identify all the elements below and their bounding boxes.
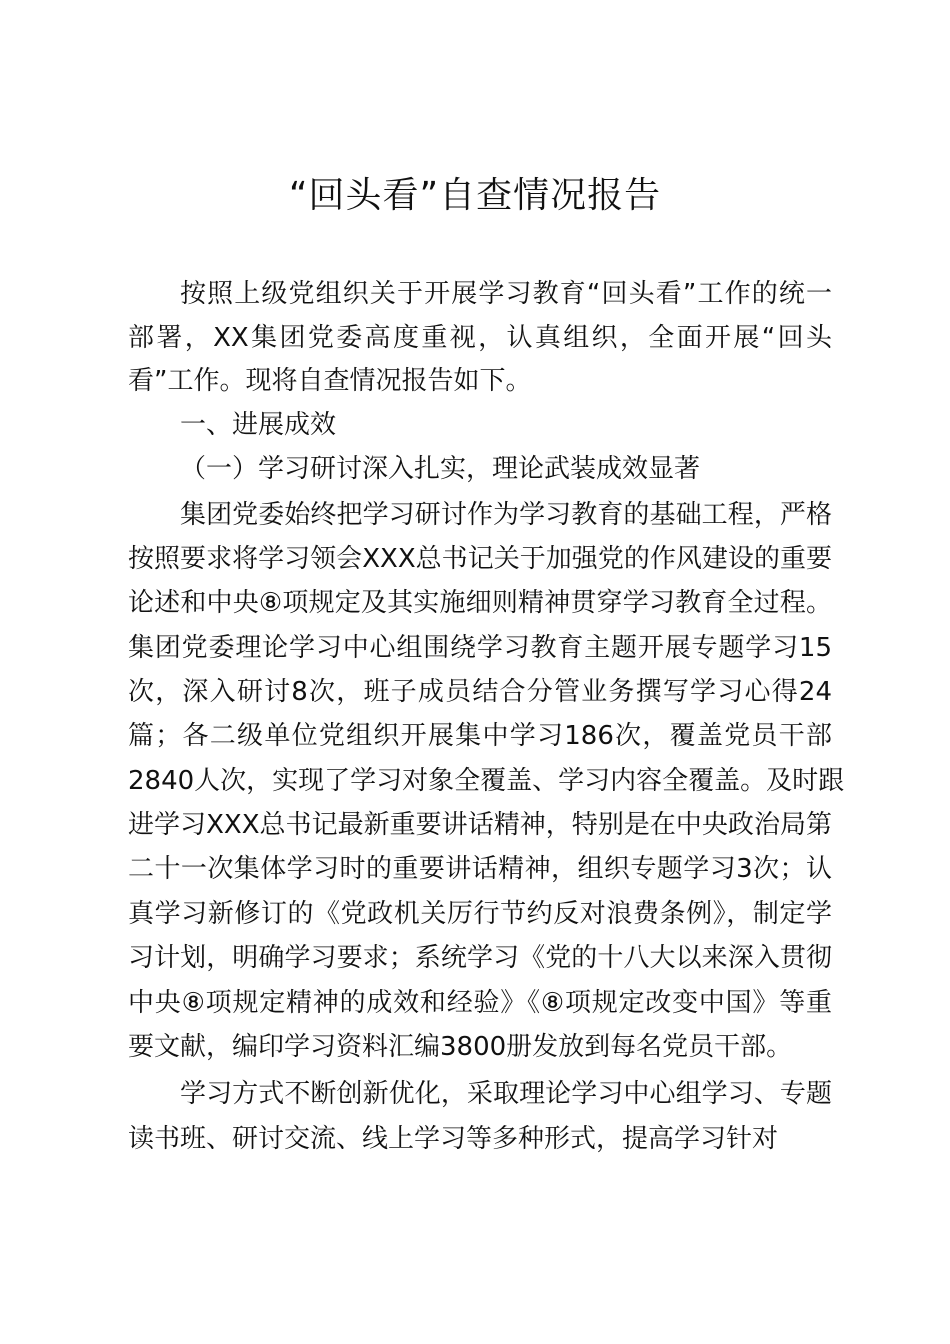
paragraph-line: 集团党委始终把学习研讨作为学习教育的基础工程，严格 (180, 500, 832, 530)
paragraph-line: 习计划，明确学习要求；系统学习《党的十八大以来深入贯彻 (128, 943, 832, 973)
subsection-heading: （一）学习研讨深入扎实，理论武装成效显著 (180, 454, 701, 484)
paragraph-line: 2840人次，实现了学习对象全覆盖、学习内容全覆盖。及时跟 (128, 766, 845, 796)
paragraph-line: 读书班、研讨交流、线上学习等多种形式，提高学习针对 (128, 1124, 779, 1154)
paragraph-line: 看”工作。现将自查情况报告如下。 (128, 366, 532, 396)
paragraph-line: 篇；各二级单位党组织开展集中学习186次，覆盖党员干部 (128, 721, 832, 751)
paragraph-line: 按照要求将学习领会XXX总书记关于加强党的作风建设的重要 (128, 544, 832, 574)
paragraph-line: 要文献，编印学习资料汇编3800册发放到每名党员干部。 (128, 1032, 793, 1062)
document-title: “回头看”自查情况报告 (288, 175, 662, 216)
paragraph-line: 学习方式不断创新优化，采取理论学习中心组学习、专题 (180, 1079, 832, 1109)
paragraph-line: 论述和中央⑧项规定及其实施细则精神贯穿学习教育全过程。 (128, 588, 832, 618)
paragraph-line: 二十一次集体学习时的重要讲话精神，组织专题学习3次；认 (128, 854, 832, 884)
paragraph-line: 真学习新修订的《党政机关厉行节约反对浪费条例》，制定学 (128, 899, 832, 929)
paragraph-line: 次，深入研讨8次，班子成员结合分管业务撰写学习心得24 (128, 677, 832, 707)
paragraph-line: 集团党委理论学习中心组围绕学习教育主题开展专题学习15 (128, 633, 832, 663)
section-heading: 一、进展成效 (180, 410, 337, 440)
paragraph-line: 部署，XX集团党委高度重视，认真组织，全面开展“回头 (128, 323, 832, 353)
paragraph-line: 中央⑧项规定精神的成效和经验》《⑧项规定改变中国》等重 (128, 988, 832, 1018)
paragraph-line: 进学习XXX总书记最新重要讲话精神，特别是在中央政治局第 (128, 810, 832, 840)
paragraph-line: 按照上级党组织关于开展学习教育“回头看”工作的统一 (180, 279, 832, 309)
